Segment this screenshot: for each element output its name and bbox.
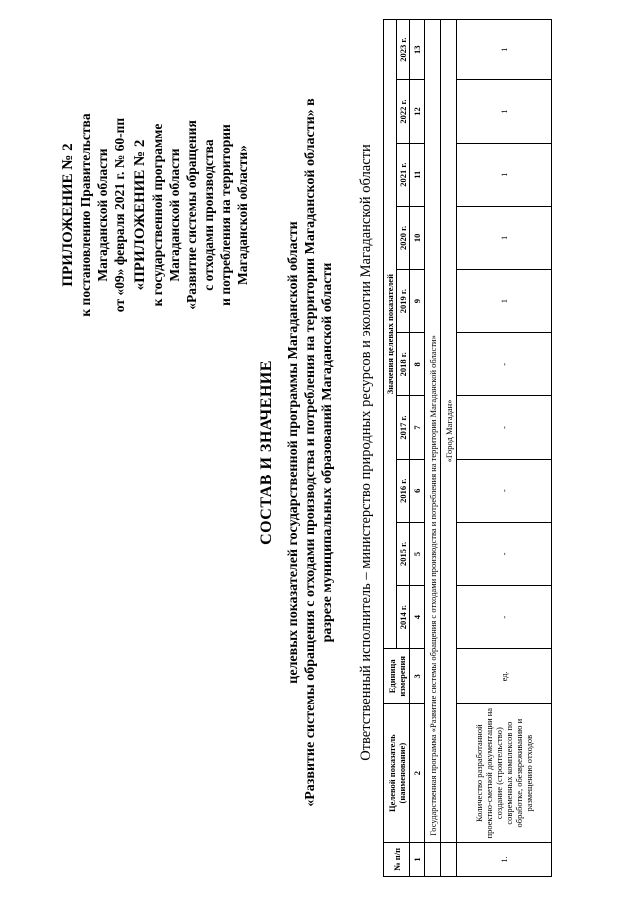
appendix-header <box>60 65 251 365</box>
heading-line: «Развитие системы обращения с отходами производства и потребления на территории Магаданской области» в <box>303 98 318 807</box>
column-number: 5 <box>410 522 425 585</box>
document-title: СОСТАВ И ЗНАЧЕНИЕ <box>258 360 275 545</box>
header-indicator: Целевой показатель (наименование) <box>384 704 410 842</box>
appendix-line: ПРИЛОЖЕНИЕ № 2 <box>60 143 76 287</box>
header-year: 2015 г. <box>397 522 410 585</box>
header-year: 2018 г. <box>397 333 410 396</box>
header-year: 2014 г. <box>397 586 410 649</box>
header-year: 2020 г. <box>397 206 410 269</box>
header-unit: Единица измерения <box>384 649 410 704</box>
appendix-line: от «09» февраля 2021 г. № 60-пп <box>112 117 127 313</box>
responsible-executor: Ответственный исполнитель – министерство природных ресурсов и экологии Магаданской области <box>358 144 374 761</box>
column-number-row <box>410 20 425 877</box>
municipality-row <box>441 20 457 877</box>
column-number: 1 <box>410 842 425 876</box>
row-value: 1 <box>457 20 552 80</box>
indicators-table-wrapper <box>383 19 552 877</box>
column-number: 8 <box>410 333 425 396</box>
row-value: - <box>457 459 552 522</box>
program-name: Государственная программа «Развитие системы обращения с отходами производства и потребления на территории Магаданской области» <box>425 20 441 843</box>
row-unit: ед. <box>457 649 552 704</box>
heading-line: разрезе муниципальных образований Магаданской области <box>320 262 335 643</box>
table-row <box>457 20 552 877</box>
appendix-line: Магаданской области <box>167 148 182 282</box>
appendix-line: «ПРИЛОЖЕНИЕ № 2 <box>132 139 148 291</box>
row-value: - <box>457 586 552 649</box>
row-value: - <box>457 396 552 459</box>
appendix-line: «Развитие системы обращения <box>184 120 199 310</box>
row-indicator: Количество разработанной проектно-сметной документации на создание (строительство) современных комплексов по обработке, обезвреживанию и размещению отходов <box>457 704 552 842</box>
header-num: № п/п <box>384 842 410 876</box>
row-value: 1 <box>457 206 552 269</box>
header-year: 2016 г. <box>397 459 410 522</box>
column-number: 11 <box>410 143 425 206</box>
column-number: 4 <box>410 586 425 649</box>
row-value: 1 <box>457 270 552 333</box>
row-value: 1 <box>457 143 552 206</box>
column-number: 13 <box>410 20 425 80</box>
municipality-name: «Город Магадан» <box>441 20 457 843</box>
header-year: 2017 г. <box>397 396 410 459</box>
program-row <box>425 20 441 877</box>
document-heading <box>258 0 336 905</box>
row-value: - <box>457 522 552 585</box>
heading-line: целевых показателей государственной программы Магаданской области <box>286 221 301 684</box>
column-number: 7 <box>410 396 425 459</box>
appendix-line: Магаданской области <box>95 148 110 282</box>
appendix-line: к государственной программе <box>150 123 165 307</box>
appendix-line: и потребления на территории <box>218 124 233 306</box>
column-number: 12 <box>410 80 425 143</box>
table-header-row <box>384 20 397 877</box>
header-year: 2023 г. <box>397 20 410 80</box>
appendix-line: к постановлению Правительства <box>78 113 93 317</box>
column-number: 3 <box>410 649 425 704</box>
appendix-line: Магаданской области» <box>235 145 250 285</box>
header-values-group: Значения целевых показателей <box>384 20 397 649</box>
row-value: - <box>457 333 552 396</box>
column-number: 9 <box>410 270 425 333</box>
column-number: 10 <box>410 206 425 269</box>
column-number: 6 <box>410 459 425 522</box>
header-year: 2019 г. <box>397 270 410 333</box>
row-value: 1 <box>457 80 552 143</box>
row-num: 1. <box>457 842 552 876</box>
indicators-table <box>383 19 552 877</box>
column-number: 2 <box>410 704 425 842</box>
header-year: 2022 г. <box>397 80 410 143</box>
header-year: 2021 г. <box>397 143 410 206</box>
appendix-line: с отходами производства <box>201 139 216 291</box>
